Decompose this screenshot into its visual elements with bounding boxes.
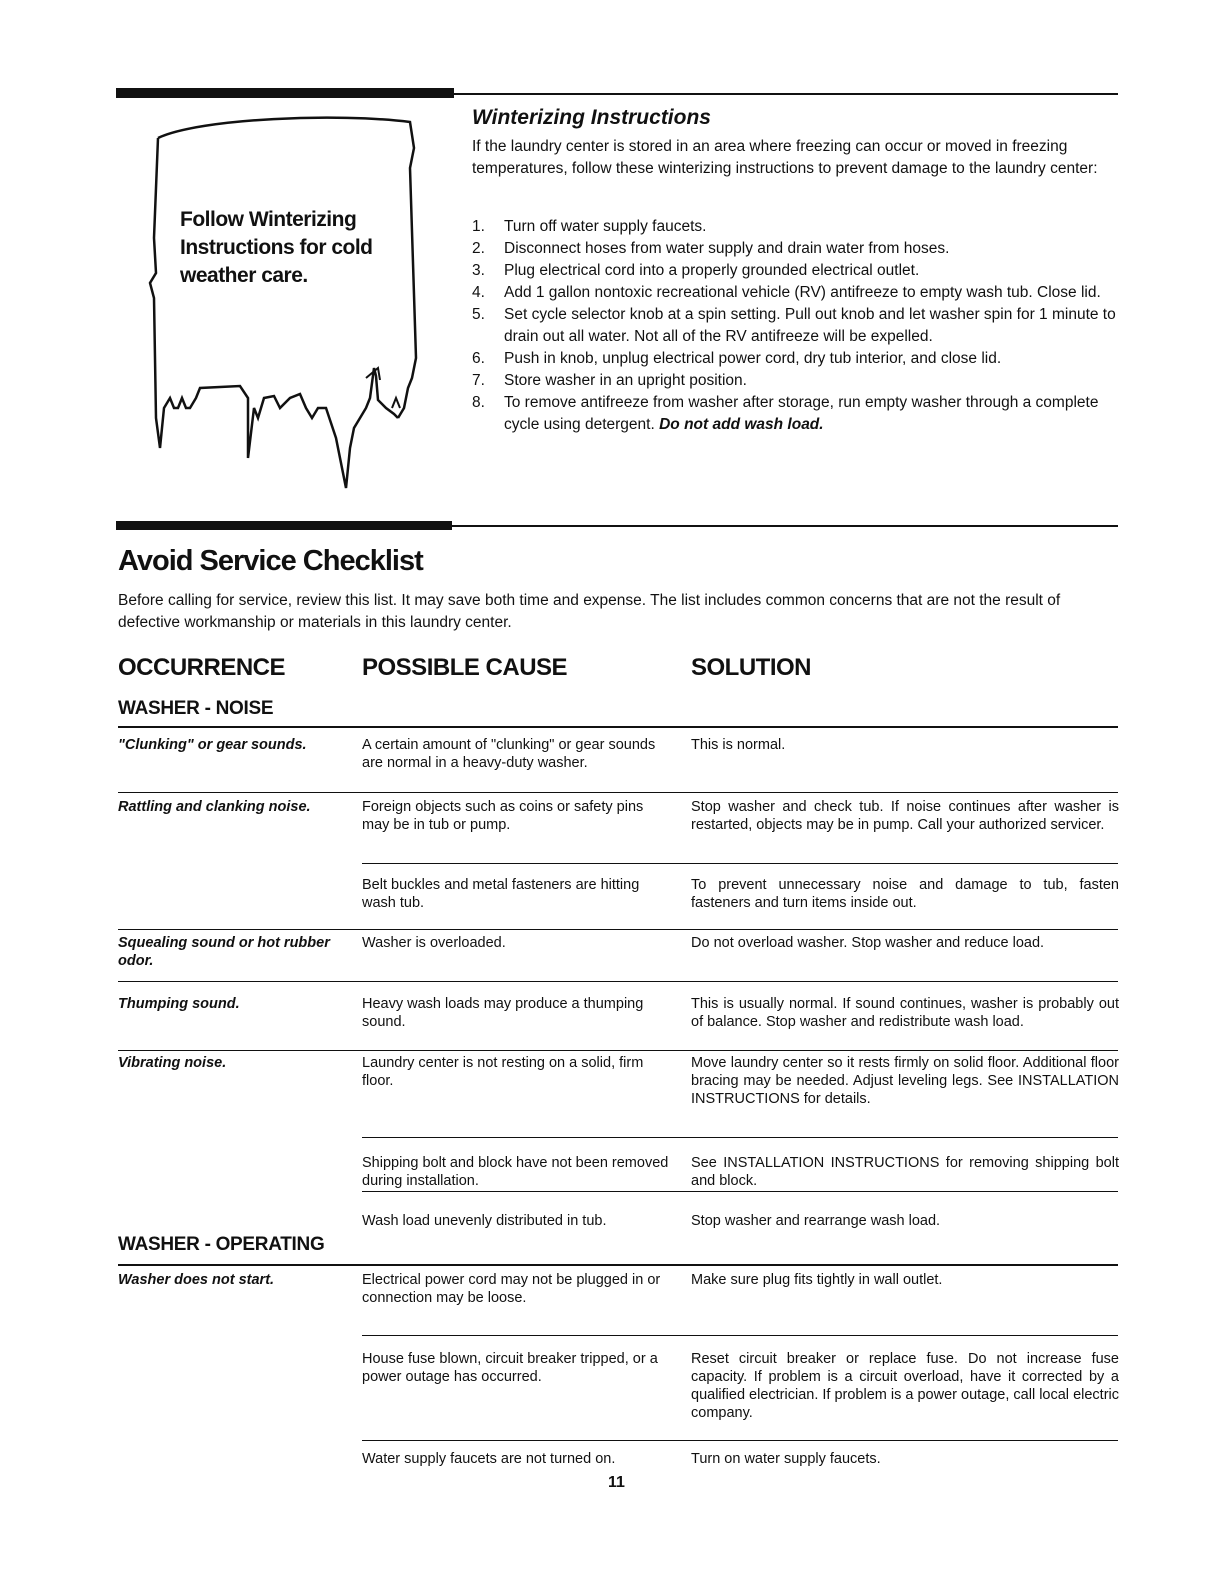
divider [118, 726, 1118, 728]
table-row-cause: Heavy wash loads may produce a thumping sound. [362, 996, 644, 1030]
divider [118, 981, 1118, 982]
winterizing-title: Winterizing Instructions [472, 106, 711, 129]
list-item: 5. Set cycle selector knob at a spin setting. Pull out knob and let washer spin for 1 minute to drain out all water. Not all of the RV antifreeze will be expelled. [472, 306, 1116, 345]
divider [118, 1050, 1118, 1051]
section-heading-noise: WASHER - NOISE [118, 698, 274, 719]
checklist-rule-thin [452, 525, 1118, 527]
table-row-occurrence: Washer does not start. [118, 1272, 275, 1288]
divider [362, 1440, 1118, 1441]
table-row-solution: Move laundry center so it rests firmly on solid floor. Additional floor bracing may be needed. Adjust leveling legs. See INSTALLATION INSTRUCTIONS for details. [691, 1055, 1119, 1107]
table-row-solution: Do not overload washer. Stop washer and reduce load. [691, 935, 1045, 951]
table-row-cause: Laundry center is not resting on a solid, firm floor. [362, 1055, 644, 1089]
winterizing-steps [472, 216, 1122, 436]
table-row-solution: Make sure plug fits tightly in wall outlet. [691, 1272, 943, 1288]
table-row-solution: To prevent unnecessary noise and damage to tub, fasten fasteners and turn items inside out. [691, 877, 1119, 911]
table-row-cause: A certain amount of "clunking" or gear sounds are normal in a heavy-duty washer. [362, 737, 656, 771]
divider [118, 792, 1118, 793]
column-header-occurrence: OCCURRENCE [118, 654, 286, 681]
page-title: Avoid Service Checklist [118, 545, 423, 577]
callout-text: Follow Winterizing Instructions for cold weather care. [180, 208, 373, 287]
table-row-solution: Reset circuit breaker or replace fuse. Do not increase fuse capacity. If problem is a circuit overload, have it corrected by a qualified electrician. If problem is a power outage, call local electric company. [691, 1351, 1119, 1421]
divider [118, 929, 1118, 930]
list-item: 6. Push in knob, unplug electrical power cord, dry tub interior, and close lid. [472, 350, 1002, 367]
table-row-occurrence: "Clunking" or gear sounds. [118, 737, 307, 753]
column-header-solution: SOLUTION [691, 654, 811, 681]
table-row-occurrence: Thumping sound. [118, 996, 240, 1012]
table-row-occurrence: Rattling and clanking noise. [118, 799, 311, 815]
divider [362, 1191, 1118, 1192]
column-header-cause: POSSIBLE CAUSE [362, 654, 568, 681]
table-row-solution: See INSTALLATION INSTRUCTIONS for removing shipping bolt and block. [691, 1155, 1119, 1189]
divider [118, 1264, 1118, 1266]
list-item: 7. Store washer in an upright position. [472, 372, 747, 389]
table-row-cause: Shipping bolt and block have not been removed during installation. [362, 1155, 669, 1189]
page-number: 11 [608, 1474, 625, 1491]
table-row-solution: Stop washer and check tub. If noise continues after washer is restarted, objects may be in pump. Call your authorized servicer. [691, 799, 1119, 833]
top-rule-thick [116, 88, 454, 98]
top-rule-thin [454, 93, 1118, 95]
divider [362, 1335, 1118, 1336]
table-row-cause: House fuse blown, circuit breaker tripped, or a power outage has occurred. [362, 1351, 658, 1385]
list-item: 2. Disconnect hoses from water supply and drain water from hoses. [472, 240, 950, 257]
table-row-cause: Electrical power cord may not be plugged in or connection may be loose. [362, 1272, 661, 1306]
table-row-cause: Washer is overloaded. [362, 935, 506, 951]
table-row-solution: This is usually normal. If sound continues, washer is probably out of balance. Stop washer and redistribute wash load. [691, 996, 1119, 1030]
table-row-cause: Wash load unevenly distributed in tub. [362, 1213, 607, 1229]
list-item: 4. Add 1 gallon nontoxic recreational vehicle (RV) antifreeze to empty wash tub. Close lid. [472, 284, 1101, 301]
table-row-cause: Foreign objects such as coins or safety pins may be in tub or pump. [362, 799, 644, 833]
list-item: 1. Turn off water supply faucets. [472, 218, 707, 235]
checklist-rule-thick [116, 521, 452, 530]
section-heading-operating: WASHER - OPERATING [118, 1234, 325, 1255]
table-row-cause: Belt buckles and metal fasteners are hitting wash tub. [362, 877, 640, 911]
table-row-occurrence: Vibrating noise. [118, 1055, 227, 1071]
emphasis-text: Do not add wash load. [659, 416, 824, 433]
list-item: 8. To remove antifreeze from washer after storage, run empty washer through a complete cycle using detergent. Do not add wash load. [472, 394, 1099, 433]
checklist-intro: Before calling for service, review this list. It may save both time and expense. The list includes common concerns that are not the result of defective workmanship or materials in this laundry center. [118, 592, 1061, 631]
table-row-solution: This is normal. [691, 737, 786, 753]
divider [362, 863, 1118, 864]
divider [362, 1137, 1118, 1138]
table-row-cause: Water supply faucets are not turned on. [362, 1451, 616, 1467]
list-item: 3. Plug electrical cord into a properly grounded electrical outlet. [472, 262, 920, 279]
table-row-occurrence: Squealing sound or hot rubber odor. [118, 935, 330, 969]
table-row-solution: Turn on water supply faucets. [691, 1451, 881, 1467]
winterizing-intro: If the laundry center is stored in an area where freezing can occur or moved in freezing temperatures, follow these winterizing instructions to prevent damage to the laundry center: [472, 138, 1098, 177]
table-row-solution: Stop washer and rearrange wash load. [691, 1213, 941, 1229]
icicle-callout-frame [140, 108, 430, 498]
